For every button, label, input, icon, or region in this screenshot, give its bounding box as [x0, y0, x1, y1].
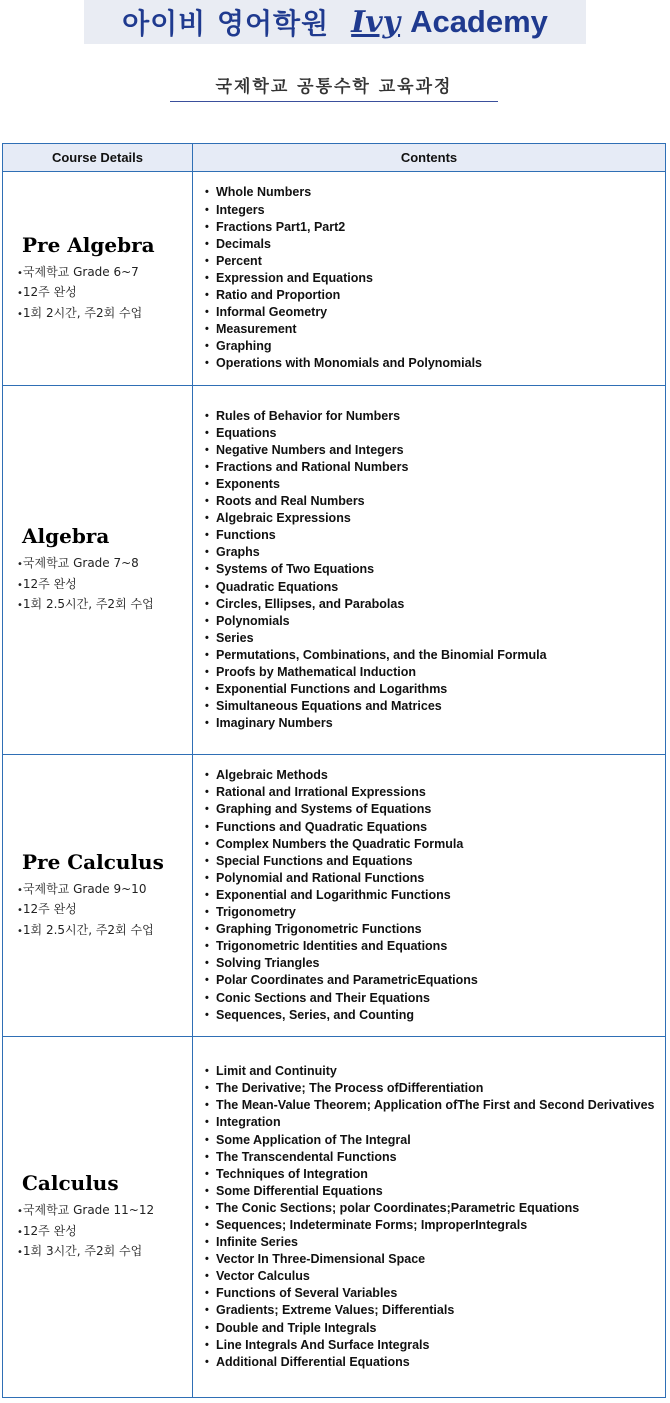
topic-item: • Equations [205, 425, 655, 442]
topic-item: • Informal Geometry [205, 304, 655, 321]
topic-item: • Line Integrals And Surface Integrals [205, 1337, 655, 1354]
topic-item: • Sequences; Indeterminate Forms; ImproperIntegrals [205, 1217, 655, 1234]
topic-item: • Trigonometric Identities and Equations [205, 938, 655, 955]
topic-item: • Rules of Behavior for Numbers [205, 408, 655, 425]
topic-item: • Systems of Two Equations [205, 561, 655, 578]
topic-item: • Polar Coordinates and ParametricEquations [205, 972, 655, 989]
topic-item: • Percent [205, 253, 655, 270]
topic-item: • Series [205, 630, 655, 647]
course-name: Calculus [22, 1171, 119, 1196]
course-detail: • 12주 완성 [17, 575, 192, 596]
topic-item: • Simultaneous Equations and Matrices [205, 698, 655, 715]
course-details-cell [3, 1037, 193, 1398]
topic-item: • Rational and Irrational Expressions [205, 784, 655, 801]
course-detail: • 12주 완성 [17, 1222, 192, 1243]
topic-item: • Measurement [205, 321, 655, 338]
topic-item: • Functions and Quadratic Equations [205, 819, 655, 836]
topic-item: • Graphs [205, 544, 655, 561]
topic-item: • Gradients; Extreme Values; Differentials [205, 1302, 655, 1319]
topic-item: • Complex Numbers the Quadratic Formula [205, 836, 655, 853]
course-name: Pre Calculus [22, 849, 164, 874]
topic-item: • Exponential Functions and Logarithms [205, 681, 655, 698]
topic-item: • Vector Calculus [205, 1268, 655, 1285]
topic-item: • Negative Numbers and Integers [205, 442, 655, 459]
title-underline [170, 101, 498, 102]
topic-item: • The Conic Sections; polar Coordinates;Parametric Equations [205, 1200, 655, 1217]
topic-item: • The Transcendental Functions [205, 1149, 655, 1166]
topic-item: • Algebraic Methods [205, 767, 655, 784]
topic-item: • Techniques of Integration [205, 1166, 655, 1183]
course-detail: • 국제학교 Grade 7~8 [17, 554, 192, 575]
topic-item: • Special Functions and Equations [205, 853, 655, 870]
topic-item: • Imaginary Numbers [205, 715, 655, 732]
topic-item: • Fractions and Rational Numbers [205, 459, 655, 476]
topic-list [193, 408, 665, 733]
topic-item: • Double and Triple Integrals [205, 1320, 655, 1337]
topic-item: • Polynomials [205, 613, 655, 630]
topic-item: • Circles, Ellipses, and Parabolas [205, 596, 655, 613]
table-row [3, 1037, 666, 1398]
topic-item: • Algebraic Expressions [205, 510, 655, 527]
topic-item: • Integers [205, 202, 655, 219]
course-contents-cell [193, 386, 666, 755]
topic-item: • Trigonometry [205, 904, 655, 921]
table-header-row [3, 144, 666, 172]
topic-item: • Decimals [205, 236, 655, 253]
course-name: Pre Algebra [22, 232, 155, 257]
header-contents: Contents [193, 144, 666, 172]
course-contents-cell [193, 172, 666, 386]
topic-list [193, 1063, 665, 1371]
course-detail: • 1회 2시간, 주2회 수업 [17, 304, 192, 325]
topic-item: • Exponents [205, 476, 655, 493]
course-detail: • 1회 2.5시간, 주2회 수업 [17, 595, 192, 616]
topic-item: • Proofs by Mathematical Induction [205, 664, 655, 681]
topic-item: • Functions of Several Variables [205, 1285, 655, 1302]
topic-item: • Limit and Continuity [205, 1063, 655, 1080]
topic-list [193, 184, 665, 372]
topic-item: • Ratio and Proportion [205, 287, 655, 304]
topic-item: • The Mean-Value Theorem; Application ofThe First and Second Derivatives [205, 1097, 655, 1114]
topic-item: • Graphing Trigonometric Functions [205, 921, 655, 938]
topic-item: • Whole Numbers [205, 184, 655, 201]
topic-item: • Some Application of The Integral [205, 1132, 655, 1149]
topic-item: • Graphing [205, 338, 655, 355]
topic-item: • Vector In Three-Dimensional Space [205, 1251, 655, 1268]
logo-ivy-text: Ivy [351, 4, 401, 40]
topic-item: • Operations with Monomials and Polynomials [205, 355, 655, 372]
topic-item: • Fractions Part1, Part2 [205, 219, 655, 236]
topic-item: • Conic Sections and Their Equations [205, 990, 655, 1007]
course-detail: • 국제학교 Grade 9~10 [17, 880, 192, 901]
topic-item: • Functions [205, 527, 655, 544]
topic-item: • Sequences, Series, and Counting [205, 1007, 655, 1024]
academy-logo [84, 0, 586, 44]
header-course-details: Course Details [3, 144, 193, 172]
curriculum-table [2, 143, 666, 1398]
course-details-cell [3, 755, 193, 1037]
topic-item: • Solving Triangles [205, 955, 655, 972]
page-title: 국제학교 공통수학 교육과정 [215, 77, 453, 97]
course-detail: • 국제학교 Grade 11~12 [17, 1201, 192, 1222]
course-detail: • 1회 3시간, 주2회 수업 [17, 1242, 192, 1263]
topic-item: • Infinite Series [205, 1234, 655, 1251]
topic-item: • Some Differential Equations [205, 1183, 655, 1200]
topic-item: • Quadratic Equations [205, 579, 655, 596]
course-contents-cell [193, 1037, 666, 1398]
topic-list [193, 767, 665, 1023]
topic-item: • Additional Differential Equations [205, 1354, 655, 1371]
course-details-cell [3, 386, 193, 755]
course-contents-cell [193, 755, 666, 1037]
table-row [3, 172, 666, 386]
topic-item: • Polynomial and Rational Functions [205, 870, 655, 887]
logo-korean-text: 아이비 영어학원 [122, 7, 330, 40]
course-name: Algebra [22, 524, 110, 549]
topic-item: • Graphing and Systems of Equations [205, 801, 655, 818]
table-row [3, 755, 666, 1037]
course-detail: • 12주 완성 [17, 283, 192, 304]
course-detail: • 12주 완성 [17, 900, 192, 921]
logo-academy-text: Academy [410, 4, 548, 39]
topic-item: • The Derivative; The Process ofDifferentiation [205, 1080, 655, 1097]
topic-item: • Roots and Real Numbers [205, 493, 655, 510]
topic-item: • Exponential and Logarithmic Functions [205, 887, 655, 904]
topic-item: • Expression and Equations [205, 270, 655, 287]
topic-item: • Permutations, Combinations, and the Binomial Formula [205, 647, 655, 664]
topic-item: • Integration [205, 1114, 655, 1131]
course-detail: • 국제학교 Grade 6~7 [17, 263, 192, 284]
course-detail: • 1회 2.5시간, 주2회 수업 [17, 921, 192, 942]
course-details-cell [3, 172, 193, 386]
table-row [3, 386, 666, 755]
